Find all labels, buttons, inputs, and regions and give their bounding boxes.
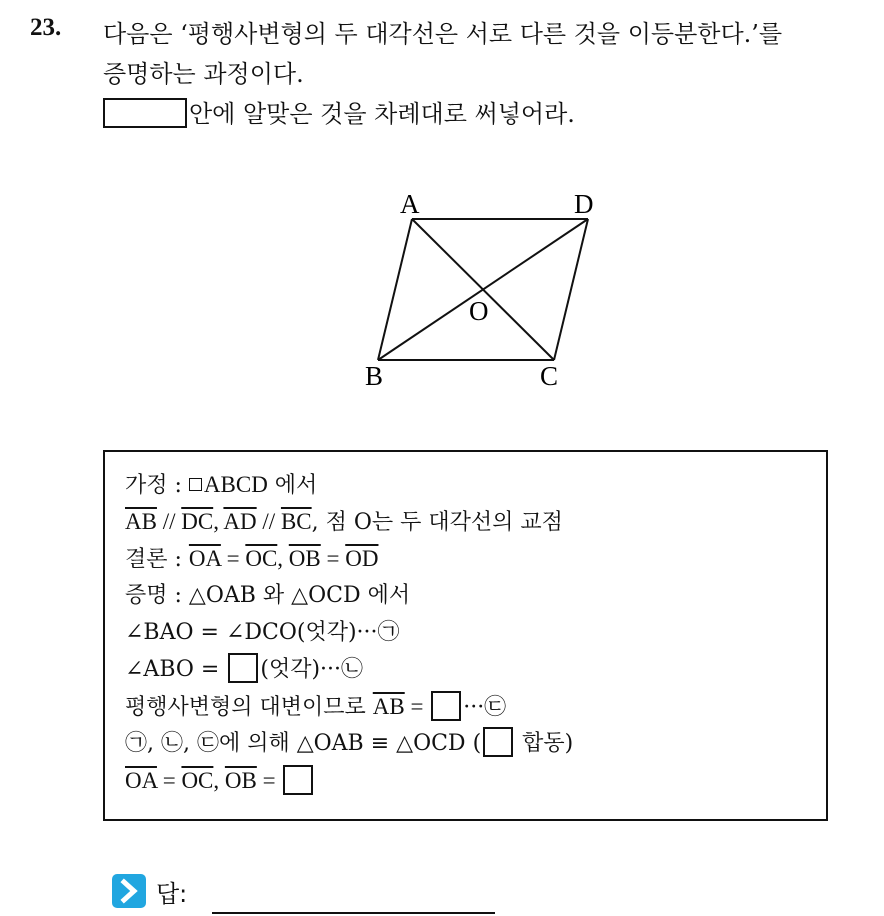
opposite-sides-suffix: ···㉢: [463, 695, 507, 720]
side-ab: [378, 219, 412, 360]
proof-line-final: [125, 762, 806, 799]
congruence-prefix: ㉠, ㉡, ㉢에 의해 △OAB ≡ △OCD (: [125, 731, 482, 756]
segment-dc: $\overline{DC}$: [181, 509, 214, 534]
congruence-suffix: 합동): [515, 731, 574, 756]
vertex-label-b: B: [365, 361, 384, 391]
comma: ,: [213, 768, 225, 793]
parallel-sign: //: [156, 509, 182, 534]
proof-line-congruence: [125, 725, 806, 762]
proof-line-conclusion: [125, 540, 806, 577]
question-line-3: [103, 94, 873, 134]
assumption-suffix: 에서: [267, 473, 318, 498]
question-text: [103, 14, 873, 134]
segment-ob: $\overline{OB}$: [224, 768, 257, 793]
equals-sign: =: [320, 546, 346, 571]
answer-blank-1[interactable]: [228, 653, 258, 683]
parallel-sign: //: [256, 509, 281, 534]
question-line-1: 다음은 ‘평행사변형의 두 대각선은 서로 다른 것을 이등분한다.’를: [103, 20, 783, 48]
proof-line-angle-abo: [125, 651, 806, 688]
parallelogram-symbol-icon: [189, 478, 202, 491]
segment-oa: $\overline{OA}$: [125, 768, 157, 793]
vertex-label-d: D: [574, 189, 594, 219]
segment-oc: $\overline{OC}$: [245, 546, 278, 571]
segment-ab: $\overline{AB}$: [372, 694, 405, 719]
segment-bc: $\overline{BC}$: [280, 509, 312, 534]
proof-line-assumption: [125, 466, 806, 503]
comma: ,: [213, 509, 224, 534]
answer-input-line[interactable]: [212, 912, 495, 914]
segment-ab: $\overline{AB}$: [125, 509, 157, 534]
answer-blank-3[interactable]: [483, 727, 513, 757]
segment-oa: $\overline{OA}$: [188, 546, 221, 571]
proof-line-opposite-sides: [125, 688, 806, 725]
equals-sign: =: [404, 694, 430, 719]
equals-sign: =: [156, 768, 182, 793]
diagonal-bd: [378, 219, 588, 360]
proof-line-angle-bao: ∠BAO = ∠DCO(엇각)···㉠: [125, 620, 400, 645]
intersection-text: , 점 O는 두 대각선의 교점: [311, 510, 563, 535]
proof-line-parallel: [125, 503, 806, 540]
assumption-label: 가정 :: [125, 473, 189, 498]
vertex-label-a: A: [400, 189, 420, 219]
question-line-3-text: 안에 알맞은 것을 차례대로 써넣어라.: [189, 100, 575, 128]
side-dc: [554, 219, 588, 360]
answer-blank-4[interactable]: [283, 765, 313, 795]
vertex-label-c: C: [540, 361, 559, 391]
parallelogram-figure: [350, 182, 610, 397]
angle-abo-prefix: ∠ABO =: [125, 657, 227, 682]
angle-abo-suffix: (엇각)···㉡: [260, 657, 364, 682]
equals-sign: =: [256, 768, 282, 793]
answer-blank-2[interactable]: [431, 691, 461, 721]
answer-label: 답:: [156, 880, 188, 908]
proof-box: [103, 450, 828, 821]
conclusion-label: 결론 :: [125, 547, 189, 572]
shape-name: ABCD: [203, 472, 268, 497]
center-label-o: O: [469, 296, 489, 326]
segment-oc: $\overline{OC}$: [181, 768, 214, 793]
opposite-sides-prefix: 평행사변형의 대변이므로: [125, 695, 373, 720]
segment-ad: $\overline{AD}$: [223, 509, 257, 534]
question-number: 23.: [30, 14, 62, 41]
segment-od: $\overline{OD}$: [345, 546, 379, 571]
blank-box-legend: [103, 98, 187, 128]
chevron-right-icon: [112, 874, 146, 908]
proof-line-proof-start: 증명 : △OAB 와 △OCD 에서: [125, 583, 411, 608]
segment-ob: $\overline{OB}$: [288, 546, 321, 571]
equals-sign: =: [220, 546, 246, 571]
question-line-2: 증명하는 과정이다.: [103, 60, 304, 88]
comma: ,: [277, 546, 289, 571]
